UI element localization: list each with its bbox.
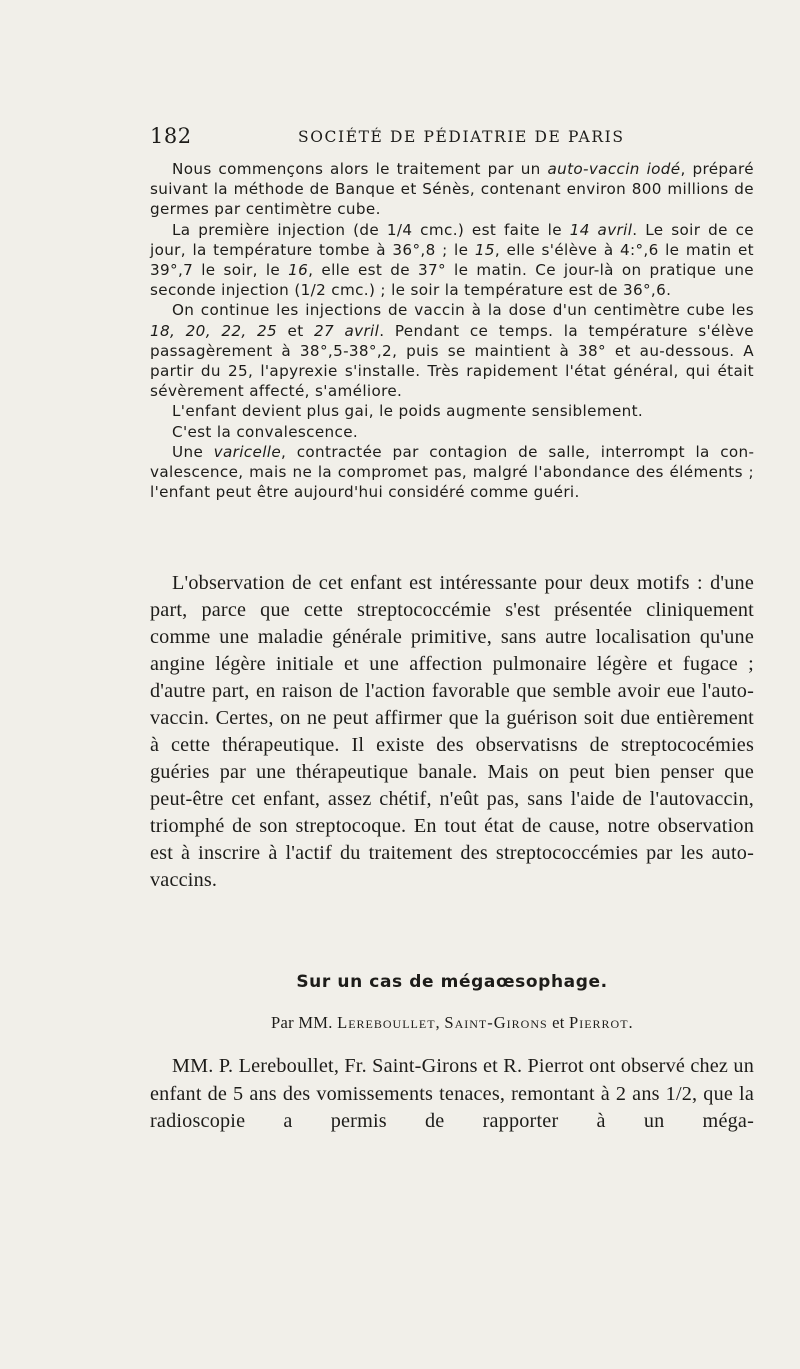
observation-paragraph: L'enfant devient plus gai, le poids augmente sensiblement.	[172, 402, 644, 421]
observation-text	[150, 159, 754, 502]
discussion-paragraph: L'observation de cet enfant est intéressante pour deux motifs : d'une part, parce que cette streptococcémie s'est présentée cliniquement comme une maladie générale primitive, sans autre localisation qu'une angine légère initiale et une affection pulmonaire légère et fugace ; d'autre part, en raison de l'action favorable que semble avoir eue l'auto-vaccin. Certes, on ne peut affirmer que la guérison soit due entièrement à cette thérapeutique. Il existe des observatisns de streptococémies guéries par une thérapeutique banale. Mais on peut bien penser que peut-être cet enfant, assez chétif, n'eût pas, sans l'aide de l'autovaccin, triomphé de son streptocoque. En tout état de cause, notre observation est à inscrire à l'actif du traitement des streptococcémies par les auto-vaccins.	[150, 572, 754, 891]
running-head: SOCIÉTÉ DE PÉDIATRIE DE PARIS	[298, 128, 625, 146]
article-intro	[150, 1053, 754, 1136]
discussion-text	[150, 570, 754, 894]
observation-paragraph: La première injection (de 1/4 cmc.) est faite le 14 avril. Le soir de ce jour, la température tombe à 36°,8 ; le 15, elle s'élève à 4:°,6 le matin et 39°,7 le soir, le 16, elle est de 37° le matin. Ce jour-là on pratique une seconde injection (1/2 cmc.) ; le soir la température est de 36°,6.	[150, 220, 754, 300]
observation-paragraph: Une varicelle, contractée par contagion de salle, interrompt la convalescence, mais ne la compromet pas, malgré l'abondance des éléments ; l'enfant peut être aujourd'hui considéré comme guéri.	[150, 442, 754, 502]
article-authors: Par MM. Lereboullet, Saint-Girons et Pierrot.	[271, 1013, 633, 1032]
page-header	[150, 124, 754, 152]
observation-paragraph: C'est la convalescence.	[172, 422, 359, 441]
page-number: 182	[150, 124, 192, 148]
article-intro-paragraph: MM. P. Lereboullet, Fr. Saint-Girons et R. Pierrot ont observé chez un enfant de 5 ans des vomissements tenaces, remontant à 2 ans 1/2, que la radioscopie a permis de rapporter à un méga-	[150, 1055, 754, 1132]
observation-paragraph: Nous commençons alors le traitement par un auto-vaccin iodé, préparé suivant la méthode de Banque et Sénès, contenant environ 800 millions de germes par centimètre cube.	[150, 160, 754, 219]
observation-paragraph: On continue les injections de vaccin à la dose d'un centimètre cube les 18, 20, 22, 25 et 27 avril. Pendant ce temps. la température s'élève passagèrement à 38°,5-38°,2, puis se maintient à 38° et au-dessous. A partir du 25, l'apyrexie s'installe. Très rapidement l'état général, qui était sévèrement affecté, s'améliore.	[150, 301, 754, 401]
article-title: Sur un cas de mégaœsophage.	[296, 972, 608, 992]
